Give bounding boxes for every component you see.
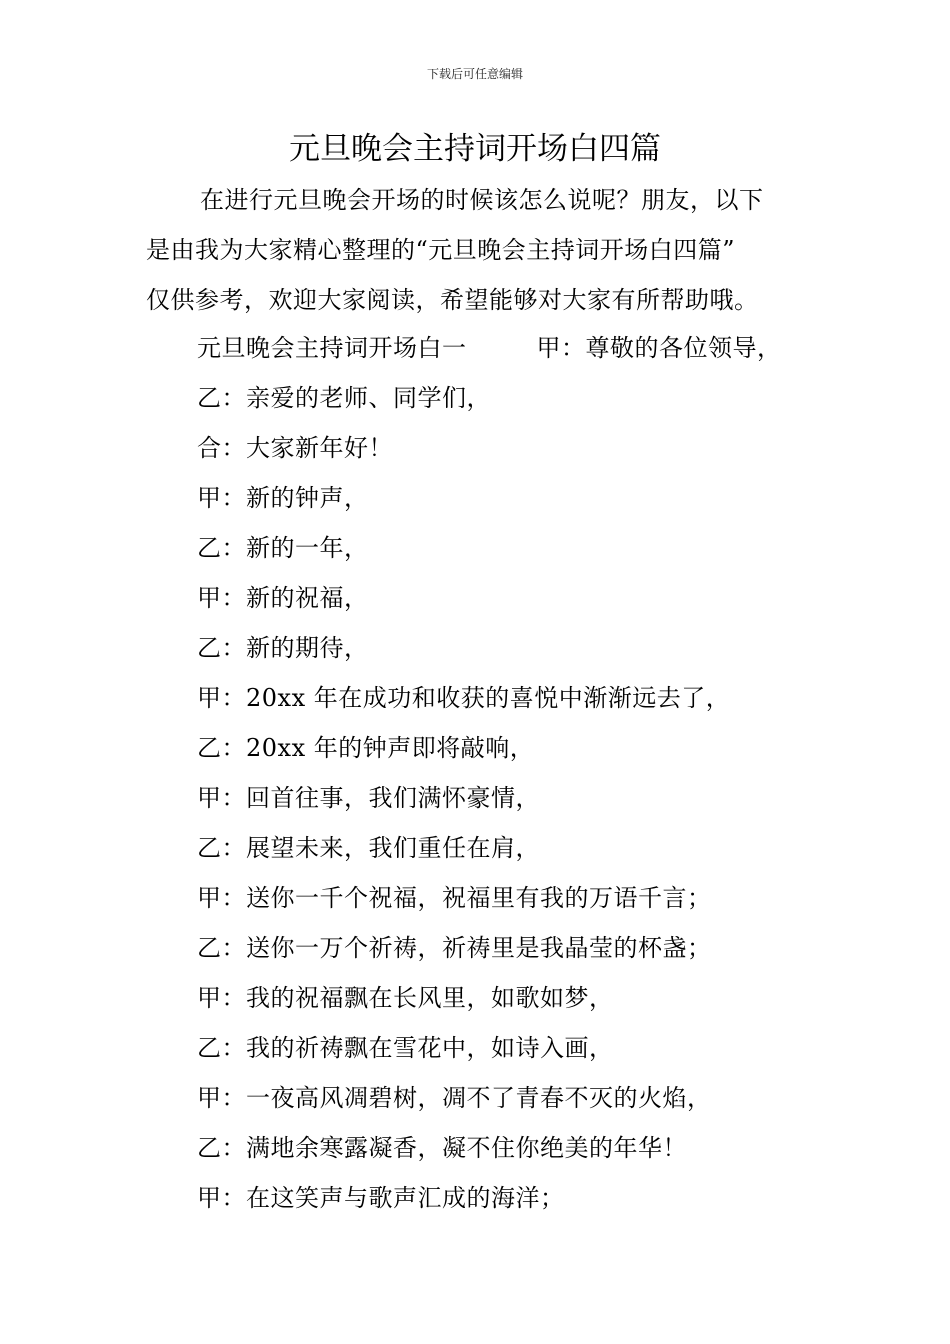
intro-paragraph (146, 175, 810, 325)
dialogue-line: 乙：20xx 年的钟声即将敲响， (197, 734, 535, 762)
dialogue-line: 甲：回首往事，我们满怀豪情， (197, 784, 540, 812)
intro-line: 仅供参考，欢迎大家阅读，希望能够对大家有所帮助哦。 (146, 286, 759, 314)
dialogue-line: 合：大家新年好！ (197, 434, 393, 462)
dialogue-line: 甲：送你一千个祝福，祝福里有我的万语千言； (197, 884, 712, 912)
dialogue-line: 乙：亲爱的老师、同学们， (197, 384, 491, 412)
dialogue-line: 甲：新的钟声， (197, 484, 369, 512)
intro-line: 是由我为大家精心整理的“元旦晚会主持词开场白四篇” (146, 236, 736, 264)
dialogue-line: 甲：尊敬的各位领导， (536, 334, 782, 362)
dialogue-line: 甲：新的祝福， (197, 584, 369, 612)
page-header-note: 下载后可任意编辑 (426, 67, 523, 81)
dialogue-line: 乙：送你一万个祈祷，祈祷里是我晶莹的杯盏； (197, 934, 712, 962)
dialogue-line: 乙：满地余寒露凝香，凝不住你绝美的年华！ (197, 1134, 687, 1162)
document-title: 元旦晚会主持词开场白四篇 (289, 131, 661, 167)
dialogue-line: 甲：我的祝福飘在长风里，如歌如梦， (197, 984, 614, 1012)
section-heading-line (197, 323, 837, 373)
section-heading: 元旦晚会主持词开场白一 (197, 334, 467, 362)
dialogue-line: 乙：新的期待， (197, 634, 369, 662)
dialogue-line: 乙：展望未来，我们重任在肩， (197, 834, 540, 862)
dialogue-line: 乙：新的一年， (197, 534, 369, 562)
dialogue-line: 乙：我的祈祷飘在雪花中，如诗入画， (197, 1034, 614, 1062)
dialogue-line: 甲：20xx 年在成功和收获的喜悦中渐渐远去了， (197, 684, 731, 712)
dialogue-list (197, 323, 837, 1223)
dialogue-line: 甲：在这笑声与歌声汇成的海洋； (197, 1184, 565, 1212)
dialogue-line: 甲：一夜高风凋碧树，凋不了青春不灭的火焰， (197, 1084, 712, 1112)
intro-line: 在进行元旦晚会开场的时候该怎么说呢？朋友，以下 (200, 186, 764, 214)
